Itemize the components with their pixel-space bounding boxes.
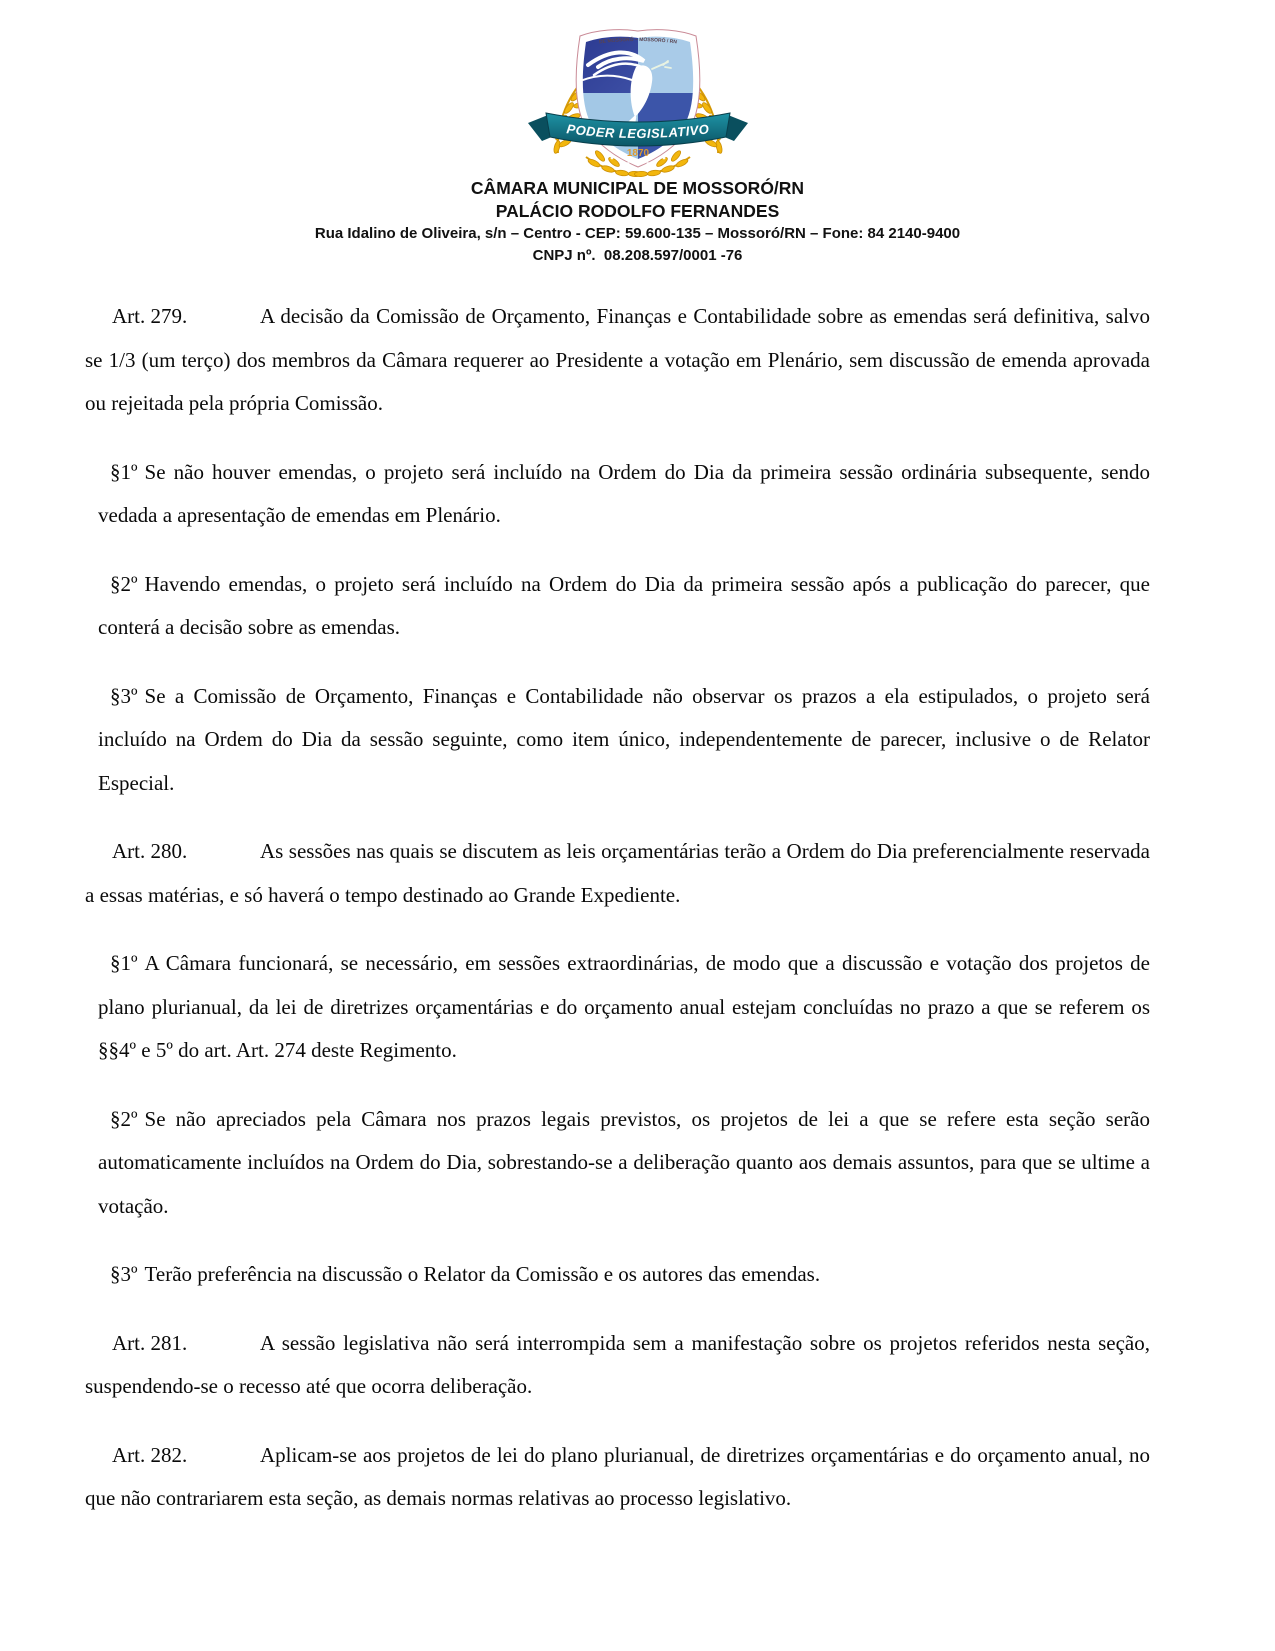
article-279-paragraph-3: [98, 675, 1150, 806]
article-280-paragraph-3: [98, 1253, 1150, 1297]
founding-year-text: 1870: [626, 148, 649, 159]
paragraph-label: §1º: [110, 459, 138, 484]
article-text: Aplicam-se aos projetos de lei do plano plurianual, de diretrizes orçamentárias e do orçamento anual, no que não contrariarem esta seção, as demais normas relativas ao processo legislativo.: [85, 1442, 1150, 1510]
paragraph-text: Se a Comissão de Orçamento, Finanças e Contabilidade não observar os prazos a ela estipulados, o projeto será incluído na Ordem do Dia da sessão seguinte, como item único, independentemente de parecer, inclusive o de Relator Especial.: [98, 683, 1150, 795]
cnpj-line: CNPJ nº. 08.208.597/0001 -76: [532, 247, 743, 264]
article-280-paragraph-2: [98, 1098, 1150, 1229]
article-279-paragraph-1: [98, 451, 1150, 538]
paragraph-label: §1º: [110, 951, 138, 975]
article-280: [85, 830, 1150, 917]
paragraph-label: §2º: [110, 1106, 138, 1131]
shield-top-text: DE MOSSORÓ – MOSSORÓ / RN: [598, 36, 677, 46]
coat-of-arms-icon: [516, 25, 760, 177]
article-280-paragraph-1: [98, 942, 1150, 1073]
article-label: Art. 281.: [112, 1330, 188, 1355]
coat-of-arms-logo: [0, 25, 1275, 177]
article-text: A decisão da Comissão de Orçamento, Finanças e Contabilidade sobre as emendas será definitiva, salvo se 1/3 (um terço) dos membros da Câmara requerer ao Presidente a votação em Plenário, sem discussão de emenda aprovada ou rejeitada pela própria Comissão.: [85, 304, 1150, 415]
paragraph-text: A Câmara funcionará, se necessário, em sessões extraordinárias, de modo que a discussão e votação dos projetos de plano plurianual, da lei de diretrizes orçamentárias e do orçamento anual estejam concluídas no prazo a que se referem os §§4º e 5º do art. Art. 274 deste Regimento.: [98, 951, 1150, 1062]
article-279-paragraph-2: [98, 563, 1150, 650]
article-281: [85, 1322, 1150, 1409]
paragraph-label: §2º: [110, 571, 138, 596]
article-text: As sessões nas quais se discutem as leis orçamentárias terão a Ordem do Dia preferencialmente reservada a essas matérias, e só haverá o tempo destinado ao Grande Expediente.: [85, 839, 1150, 907]
article-label: Art. 280.: [112, 839, 188, 863]
paragraph-label: §3º: [110, 1262, 138, 1286]
article-text: A sessão legislativa não será interrompida sem a manifestação sobre os projetos referidos nesta seção, suspendendo-se o recesso até que ocorra deliberação.: [85, 1330, 1150, 1398]
paragraph-text: Terão preferência na discussão o Relator da Comissão e os autores das emendas.: [144, 1262, 821, 1286]
letterhead: [0, 0, 1275, 267]
paragraph-text: Se não houver emendas, o projeto será incluído na Ordem do Dia da primeira sessão ordinária subsequente, sendo vedada a apresentação de emendas em Plenário.: [98, 459, 1150, 527]
org-name: CÂMARA MUNICIPAL DE MOSSORÓ/RN: [470, 178, 805, 198]
document-body: [85, 295, 1150, 1521]
article-282: [85, 1434, 1150, 1521]
article-279: [85, 295, 1150, 426]
paragraph-text: Havendo emendas, o projeto será incluído na Ordem do Dia da primeira sessão após a publicação do parecer, que conterá a decisão sobre as emendas.: [98, 571, 1150, 639]
banner-text: PODER LEGISLATIVO: [565, 121, 710, 142]
paragraph-label: §3º: [110, 683, 138, 708]
paragraph-text: Se não apreciados pela Câmara nos prazos legais previstos, os projetos de lei a que se refere esta seção serão automaticamente incluídos na Ordem do Dia, sobrestando-se a deliberação quanto aos demais assuntos, para que se ultime a votação.: [98, 1106, 1150, 1218]
building-name: PALÁCIO RODOLFO FERNANDES: [495, 201, 780, 221]
article-label: Art. 279.: [112, 304, 188, 328]
article-label: Art. 282.: [112, 1442, 188, 1467]
address-line: Rua Idalino de Oliveira, s/n – Centro - CEP: 59.600-135 – Mossoró/RN – Fone: 84 2140-9400: [314, 225, 961, 242]
